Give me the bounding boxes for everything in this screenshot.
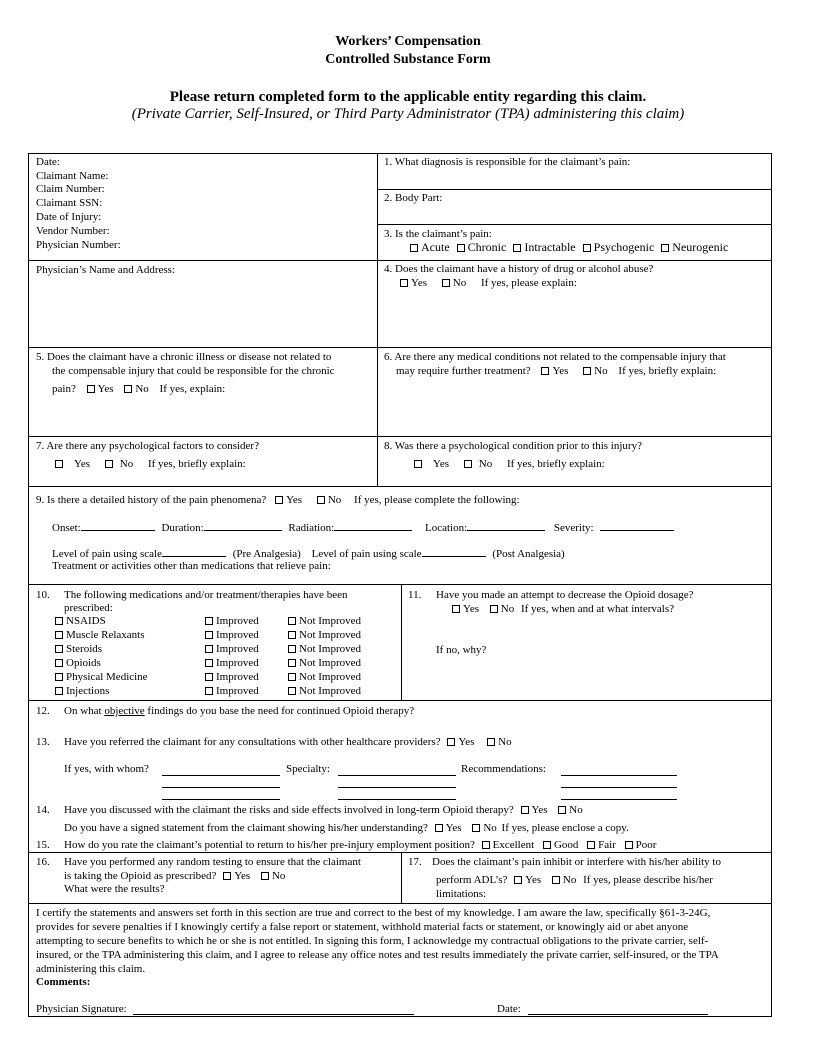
q17-no-checkbox[interactable] <box>552 876 560 884</box>
poor-checkbox[interactable] <box>625 841 633 849</box>
q16-yes-checkbox[interactable] <box>223 872 231 880</box>
chronic-label: Chronic <box>467 240 507 254</box>
excellent-label: Excellent <box>492 839 535 851</box>
vendor-number-label: Vendor Number: <box>36 225 110 237</box>
q7-line1: 7. Are there any psychological factors to consider? <box>36 440 259 452</box>
psychogenic-label: Psychogenic <box>593 240 655 254</box>
q5-yes-checkbox[interactable] <box>87 385 95 393</box>
q13-no-label: No <box>498 736 512 748</box>
cert-line: I certify the statements and answers set forth in this section are true and correct to the best of my knowledge. I am aware the law, specifically §61-3-24G, <box>36 907 711 919</box>
q14-num: 14. <box>36 804 50 816</box>
improved-checkbox[interactable] <box>205 659 213 667</box>
signature-date-field[interactable] <box>528 1014 708 1015</box>
not-improved-option <box>288 615 361 628</box>
q16-question2: is taking the Opioid as prescribed? <box>64 870 217 882</box>
radiation-field[interactable] <box>334 520 412 531</box>
claim-number-label: Claim Number: <box>36 183 105 195</box>
q13-yes-label: Yes <box>458 736 475 748</box>
not-improved-label: Not Improved <box>299 615 362 627</box>
q12-post: findings do you base the need for continued Opioid therapy? <box>144 705 415 717</box>
signature-label: Physician Signature: <box>36 1003 127 1015</box>
medication-label: Physical Medicine <box>66 671 148 683</box>
q15-question: How do you rate the claimant’s potential to return to his/her pre-injury employment position? <box>64 839 475 851</box>
location-label: Location: <box>424 522 468 534</box>
medication-checkbox[interactable] <box>55 645 63 653</box>
acute-label: Acute <box>421 240 450 254</box>
not-improved-label: Not Improved <box>299 629 362 641</box>
not-improved-option <box>288 671 361 684</box>
q14b-yes-checkbox[interactable] <box>435 824 443 832</box>
instruction-sub: (Private Carrier, Self-Insured, or Third Party Administrator (TPA) administering this claim) <box>131 106 685 122</box>
q8-tail: If yes, briefly explain: <box>506 458 605 470</box>
q11-num: 11. <box>408 589 422 601</box>
q9-no-checkbox[interactable] <box>317 496 325 504</box>
medication-label: Muscle Relaxants <box>66 629 145 641</box>
q17-yes-label: Yes <box>525 874 542 886</box>
improved-checkbox[interactable] <box>205 645 213 653</box>
medication-label: Injections <box>66 685 110 697</box>
improved-label: Improved <box>216 643 259 655</box>
q9-pain-level <box>52 546 565 561</box>
medication-row <box>55 657 101 670</box>
medication-row <box>55 671 148 684</box>
improved-label: Improved <box>216 629 259 641</box>
q9-question: 9. Is there a detailed history of the pain phenomena? <box>36 494 267 506</box>
good-label: Good <box>553 839 579 851</box>
q8-no-label: No <box>478 458 493 470</box>
q14-question: Have you discussed with the claimant the risks and side effects involved in long-term Opioid therapy? <box>64 804 514 816</box>
comments-label: Comments: <box>36 976 91 988</box>
q17-num: 17. <box>408 856 422 868</box>
medication-checkbox[interactable] <box>55 673 63 681</box>
q7-yes-label: Yes <box>74 458 91 470</box>
q5-no-label: No <box>135 383 149 395</box>
q14b-yes-label: Yes <box>445 822 462 834</box>
post-analgesia-label: (Post Analgesia) <box>492 548 565 560</box>
improved-label: Improved <box>216 671 259 683</box>
q12-pre: On what <box>64 705 105 717</box>
specialty-field[interactable] <box>338 775 456 776</box>
fair-label: Fair <box>598 839 616 851</box>
not-improved-option <box>288 643 361 656</box>
q6-yes-label: Yes <box>552 365 569 377</box>
q6-answer <box>396 365 716 378</box>
claimant-ssn-label: Claimant SSN: <box>36 197 103 209</box>
claimant-name-label: Claimant Name: <box>36 170 109 182</box>
q11-yes-label: Yes <box>463 603 480 615</box>
q11-tail: If yes, when and at what intervals? <box>520 603 674 615</box>
good-checkbox[interactable] <box>543 841 551 849</box>
q10-line1: The following medications and/or treatment/therapies have been <box>64 589 348 601</box>
q13-num: 13. <box>36 736 50 748</box>
not-improved-checkbox[interactable] <box>288 659 296 667</box>
q14-no-label: No <box>569 804 583 816</box>
q11-line1: Have you made an attempt to decrease the Opioid dosage? <box>436 589 694 601</box>
excellent-checkbox[interactable] <box>482 841 490 849</box>
q12-num: 12. <box>36 705 50 717</box>
medication-checkbox[interactable] <box>55 631 63 639</box>
medication-checkbox[interactable] <box>55 659 63 667</box>
fair-checkbox[interactable] <box>587 841 595 849</box>
q7-no-checkbox[interactable] <box>105 460 113 468</box>
improved-checkbox[interactable] <box>205 617 213 625</box>
signature-date-label: Date: <box>497 1003 521 1015</box>
severity-field[interactable] <box>600 520 674 531</box>
medication-row <box>55 629 145 642</box>
q17-line2 <box>436 874 713 887</box>
acute-checkbox[interactable] <box>410 244 418 252</box>
recommendations-field[interactable] <box>561 775 677 776</box>
q14-no-checkbox[interactable] <box>558 806 566 814</box>
q13-line1 <box>64 736 512 749</box>
cert-line: insured, or the TPA administering this claim, and I agree to release any office notes and test results immediately the private carrier, self-insured, or the TPA <box>36 949 719 961</box>
q4-yes-checkbox[interactable] <box>400 279 408 287</box>
improved-checkbox[interactable] <box>205 687 213 695</box>
q5-line2: the compensable injury that could be responsible for the chronic <box>52 365 335 377</box>
onset-field[interactable] <box>81 520 155 531</box>
q16-yes-label: Yes <box>234 870 251 882</box>
form-title: Workers’ Compensation <box>335 34 481 49</box>
cert-line: attempting to secure benefits to which he or she is not entitled. In signing this form, I acknowledge my contractual obligations to the private carrier, self- <box>36 935 709 947</box>
q5-line1: 5. Does the claimant have a chronic illness or disease not related to <box>36 351 332 363</box>
severity-label: Severity: <box>553 522 594 534</box>
medication-row <box>55 643 102 656</box>
medication-row <box>55 685 109 698</box>
q8-yes-label: Yes <box>433 458 450 470</box>
improved-label: Improved <box>216 615 259 627</box>
q6-yes-checkbox[interactable] <box>541 367 549 375</box>
q14-question2: Do you have a signed statement from the claimant showing his/her understanding? <box>64 822 428 834</box>
duration-label: Duration: <box>161 522 204 534</box>
recommendations-label: Recommendations: <box>461 763 546 775</box>
improved-option <box>205 685 259 698</box>
q13-whom: If yes, with whom? <box>64 763 149 775</box>
q9-treatment: Treatment or activities other than medications that relieve pain: <box>52 560 331 572</box>
improved-label: Improved <box>216 685 259 697</box>
physician-number-label: Physician Number: <box>36 239 121 251</box>
psychogenic-checkbox[interactable] <box>583 244 591 252</box>
chronic-checkbox[interactable] <box>457 244 465 252</box>
q7-tail: If yes, briefly explain: <box>147 458 246 470</box>
q16-no-label: No <box>271 870 286 882</box>
q15-line1 <box>64 839 656 852</box>
q2-text: 2. Body Part: <box>384 192 443 204</box>
q6-line2: may require further treatment? <box>396 365 531 377</box>
intractable-checkbox[interactable] <box>513 244 521 252</box>
q5-answer <box>52 383 225 396</box>
q11-no-checkbox[interactable] <box>490 605 498 613</box>
q17-no-label: No <box>562 874 577 886</box>
q14-tail: If yes, please enclose a copy. <box>501 822 629 834</box>
q8-yes-checkbox[interactable] <box>414 460 422 468</box>
improved-label: Improved <box>216 657 259 669</box>
q4-yes-label: Yes <box>411 277 428 289</box>
improved-option <box>205 629 259 642</box>
q16-line1: Have you performed any random testing to ensure that the claimant <box>64 856 361 868</box>
q10-num: 10. <box>36 589 50 601</box>
q17-line1: Does the claimant’s pain inhibit or interfere with his/her ability to <box>432 856 721 868</box>
q3-options <box>410 241 728 254</box>
date-label: Date: <box>36 156 60 168</box>
q8-no-checkbox[interactable] <box>464 460 472 468</box>
q17-line3: limitations: <box>436 888 487 900</box>
q12-text <box>64 705 414 718</box>
duration-field[interactable] <box>204 520 282 531</box>
q16-num: 16. <box>36 856 50 868</box>
not-improved-label: Not Improved <box>299 671 362 683</box>
q16-line2 <box>64 870 285 883</box>
specialty-label: Specialty: <box>286 763 330 775</box>
q11-answer <box>452 603 674 616</box>
q7-no-label: No <box>119 458 134 470</box>
q3-text: 3. Is the claimant’s pain: <box>384 228 492 240</box>
q14b-no-label: No <box>483 822 497 834</box>
q5-no-checkbox[interactable] <box>124 385 132 393</box>
q4-text: 4. Does the claimant have a history of drug or alcohol abuse? <box>384 263 654 275</box>
q6-no-label: No <box>594 365 608 377</box>
intractable-label: Intractable <box>524 240 576 254</box>
q4-tail: If yes, please explain: <box>480 277 577 289</box>
q15-num: 15. <box>36 839 50 851</box>
not-improved-checkbox[interactable] <box>288 631 296 639</box>
q16-line3: What were the results? <box>64 883 165 895</box>
not-improved-checkbox[interactable] <box>288 687 296 695</box>
q6-no-checkbox[interactable] <box>583 367 591 375</box>
q9-tail: If yes, please complete the following: <box>354 494 520 506</box>
q14-line1 <box>64 804 583 817</box>
q7-answer <box>55 458 246 471</box>
q4-no-checkbox[interactable] <box>442 279 450 287</box>
pain-level-pre-field[interactable] <box>162 546 226 557</box>
not-improved-label: Not Improved <box>299 643 362 655</box>
improved-checkbox[interactable] <box>205 673 213 681</box>
q13-no-checkbox[interactable] <box>487 738 495 746</box>
q9-fields <box>52 520 674 535</box>
improved-option <box>205 643 259 656</box>
q1-text: 1. What diagnosis is responsible for the claimant’s pain: <box>384 156 631 168</box>
not-improved-label: Not Improved <box>299 685 362 697</box>
q14-yes-checkbox[interactable] <box>521 806 529 814</box>
neurogenic-checkbox[interactable] <box>661 244 669 252</box>
q5-yes-label: Yes <box>97 383 114 395</box>
q8-answer <box>414 458 605 471</box>
q17-tail: If yes, please describe his/her <box>583 874 713 886</box>
improved-option <box>205 671 259 684</box>
q6-line1: 6. Are there any medical conditions not related to the compensable injury that <box>384 351 726 363</box>
q9-line1 <box>36 494 520 507</box>
q14b-no-checkbox[interactable] <box>472 824 480 832</box>
medication-label: Steroids <box>66 643 103 655</box>
q14-line2 <box>64 822 629 835</box>
whom-field[interactable] <box>162 775 280 776</box>
q7-yes-checkbox[interactable] <box>55 460 63 468</box>
q6-tail: If yes, briefly explain: <box>618 365 717 377</box>
form-subtitle: Controlled Substance Form <box>325 52 491 67</box>
not-improved-option <box>288 629 361 642</box>
radiation-label: Radiation: <box>288 522 335 534</box>
not-improved-checkbox[interactable] <box>288 617 296 625</box>
q13-yes-checkbox[interactable] <box>447 738 455 746</box>
medication-row <box>55 615 106 628</box>
improved-checkbox[interactable] <box>205 631 213 639</box>
q8-line1: 8. Was there a psychological condition prior to this injury? <box>384 440 642 452</box>
medication-checkbox[interactable] <box>55 687 63 695</box>
q17-question2: perform ADL’s? <box>436 874 508 886</box>
q12-underlined: objective <box>104 705 145 717</box>
not-improved-label: Not Improved <box>299 657 362 669</box>
cert-line: provides for severe penalties if I knowingly certify a false report or statement, withhold material facts or statement, or knowingly aid or abet anyone <box>36 921 689 933</box>
physician-name-label: Physician’s Name and Address: <box>36 264 176 276</box>
cert-line: administering this claim. <box>36 963 146 975</box>
pain-level-pre-label: Level of pain using scale <box>52 548 162 560</box>
not-improved-option <box>288 685 361 698</box>
not-improved-option <box>288 657 361 670</box>
medication-checkbox[interactable] <box>55 617 63 625</box>
q13-question: Have you referred the claimant for any consultations with other healthcare providers? <box>64 736 441 748</box>
q16-no-checkbox[interactable] <box>261 872 269 880</box>
q5-tail: If yes, explain: <box>159 383 226 395</box>
improved-option <box>205 657 259 670</box>
q11-no-label: No <box>500 603 515 615</box>
q11-yes-checkbox[interactable] <box>452 605 460 613</box>
signature-field[interactable] <box>133 1014 414 1015</box>
q9-no-label: No <box>327 494 342 506</box>
onset-label: Onset: <box>52 522 81 534</box>
medication-label: NSAIDS <box>66 615 106 627</box>
pain-level-post-label: Level of pain using scale <box>311 548 422 560</box>
q11-if-no: If no, why? <box>436 644 487 656</box>
pre-analgesia-label: (Pre Analgesia) <box>232 548 301 560</box>
not-improved-checkbox[interactable] <box>288 673 296 681</box>
q10-line2: prescribed: <box>64 602 113 614</box>
neurogenic-label: Neurogenic <box>672 240 729 254</box>
date-of-injury-label: Date of Injury: <box>36 211 102 223</box>
q4-no-label: No <box>452 277 467 289</box>
improved-option <box>205 615 259 628</box>
pain-level-post-field[interactable] <box>422 546 486 557</box>
medication-label: Opioids <box>66 657 101 669</box>
q17-yes-checkbox[interactable] <box>514 876 522 884</box>
q14-yes-label: Yes <box>531 804 548 816</box>
q9-yes-label: Yes <box>286 494 303 506</box>
instruction: Please return completed form to the applicable entity regarding this claim. <box>169 89 647 105</box>
q9-yes-checkbox[interactable] <box>275 496 283 504</box>
q4-answer <box>400 277 577 290</box>
location-field[interactable] <box>467 520 545 531</box>
not-improved-checkbox[interactable] <box>288 645 296 653</box>
q5-line3: pain? <box>52 383 76 395</box>
poor-label: Poor <box>635 839 657 851</box>
